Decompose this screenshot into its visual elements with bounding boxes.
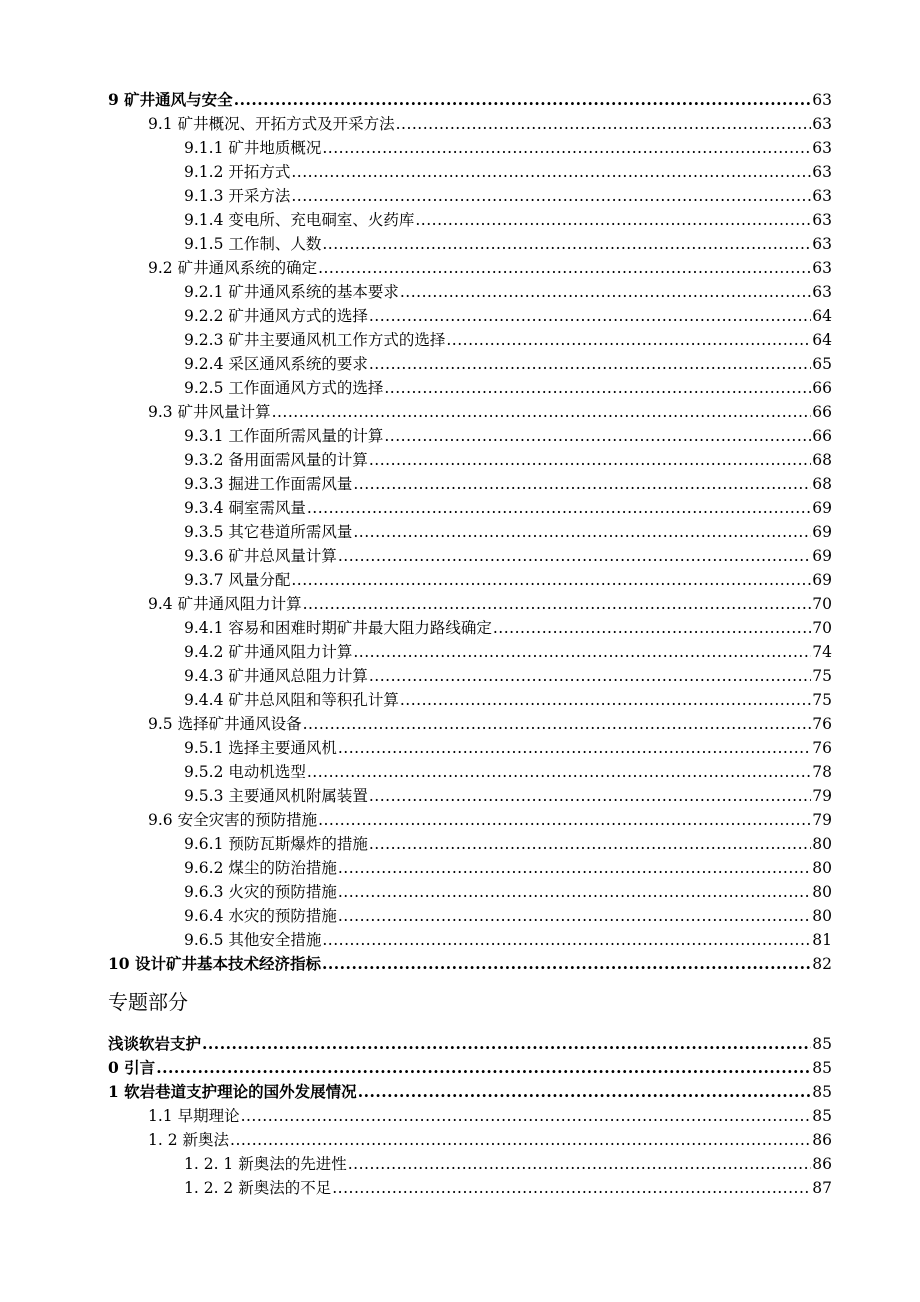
toc-entry[interactable]	[108, 1128, 832, 1152]
toc-entry-page-number: 80	[812, 907, 832, 925]
toc-entry-page-number: 69	[812, 547, 832, 565]
toc-entry[interactable]	[108, 232, 832, 256]
toc-entry-page-number: 66	[812, 379, 832, 397]
toc-entry-title: 1. 2. 1 新奥法的先进性	[184, 1155, 347, 1173]
toc-entry-title: 9.6.3 火灾的预防措施	[184, 883, 337, 901]
toc-entry-page-number: 76	[812, 739, 832, 757]
toc-entry-title: 9.3.7 风量分配	[184, 571, 291, 589]
toc-entry[interactable]	[108, 808, 832, 832]
toc-entry[interactable]	[108, 304, 832, 328]
toc-entry[interactable]	[108, 256, 832, 280]
toc-entry-title: 9.3.4 硐室需风量	[184, 499, 306, 517]
toc-entry[interactable]	[108, 952, 832, 976]
dot-leader	[338, 856, 811, 880]
toc-entry[interactable]	[108, 1056, 832, 1080]
toc-entry[interactable]	[108, 712, 832, 736]
dot-leader	[338, 904, 811, 928]
dot-leader	[241, 1104, 812, 1128]
toc-entry-title: 9.6.4 水灾的预防措施	[184, 907, 337, 925]
toc-entry-page-number: 63	[812, 259, 832, 277]
toc-entry-page-number: 70	[812, 619, 832, 637]
dot-leader	[307, 496, 811, 520]
dot-leader	[396, 112, 812, 136]
toc-entry[interactable]	[108, 880, 832, 904]
dot-leader	[369, 304, 811, 328]
toc-entry[interactable]	[108, 544, 832, 568]
toc-entry-page-number: 63	[812, 211, 832, 229]
dot-leader	[272, 400, 812, 424]
toc-entry[interactable]	[108, 928, 832, 952]
toc-entry-title: 9.4.4 矿井总风阻和等积孔计算	[184, 691, 399, 709]
toc-entry-page-number: 75	[812, 667, 832, 685]
dot-leader	[369, 832, 811, 856]
toc-entry[interactable]	[108, 664, 832, 688]
section-heading: 专题部分	[108, 990, 188, 1014]
toc-entry-page-number: 81	[812, 931, 832, 949]
dot-leader	[303, 712, 812, 736]
toc-entry-page-number: 85	[812, 1083, 832, 1101]
toc-entry-title: 1. 2 新奥法	[148, 1131, 230, 1149]
toc-entry-title: 10 设计矿井基本技术经济指标	[108, 954, 321, 973]
toc-entry-page-number: 69	[812, 571, 832, 589]
toc-entry[interactable]	[108, 760, 832, 784]
dot-leader	[291, 160, 811, 184]
dot-leader	[322, 952, 811, 976]
dot-leader	[202, 1032, 811, 1056]
dot-leader	[369, 448, 811, 472]
toc-entry-title: 9.2.1 矿井通风系统的基本要求	[184, 283, 399, 301]
dot-leader	[234, 88, 812, 112]
toc-entry-page-number: 85	[812, 1107, 832, 1125]
toc-entry-page-number: 69	[812, 523, 832, 541]
toc-entry[interactable]	[108, 832, 832, 856]
toc-entry-title: 9.4.2 矿井通风阻力计算	[184, 643, 353, 661]
toc-entry-title: 1.1 早期理论	[148, 1107, 240, 1125]
toc-entry-title: 9.3.3 掘进工作面需风量	[184, 475, 353, 493]
dot-leader	[303, 592, 812, 616]
toc-entry[interactable]	[108, 1152, 832, 1176]
toc-entry-title: 1 软岩巷道支护理论的国外发展情况	[108, 1082, 357, 1101]
table-of-contents	[108, 88, 832, 1200]
toc-entry-page-number: 82	[812, 955, 832, 973]
toc-entry[interactable]	[108, 1104, 832, 1128]
toc-entry-page-number: 65	[812, 355, 832, 373]
dot-leader	[348, 1152, 812, 1176]
toc-entry[interactable]	[108, 208, 832, 232]
toc-entry[interactable]	[108, 688, 832, 712]
toc-entry-title: 9.6.5 其他安全措施	[184, 931, 322, 949]
toc-entry-page-number: 80	[812, 859, 832, 877]
toc-entry-page-number: 75	[812, 691, 832, 709]
toc-entry-page-number: 66	[812, 427, 832, 445]
toc-entry-page-number: 68	[812, 451, 832, 469]
toc-entry[interactable]	[108, 184, 832, 208]
toc-entry-title: 9.4.3 矿井通风总阻力计算	[184, 667, 368, 685]
toc-entry-title: 9.5.2 电动机选型	[184, 763, 306, 781]
toc-entry-page-number: 80	[812, 835, 832, 853]
toc-entry[interactable]	[108, 1080, 832, 1104]
toc-entry[interactable]	[108, 568, 832, 592]
dot-leader	[384, 424, 811, 448]
dot-leader	[400, 280, 811, 304]
toc-entry-title: 9.3.5 其它巷道所需风量	[184, 523, 353, 541]
toc-entry-page-number: 68	[812, 475, 832, 493]
dot-leader	[322, 928, 811, 952]
toc-entry[interactable]	[108, 592, 832, 616]
toc-entry-title: 浅谈软岩支护	[108, 1034, 202, 1053]
toc-entry[interactable]	[108, 112, 832, 136]
dot-leader	[415, 208, 811, 232]
toc-entry[interactable]	[108, 352, 832, 376]
toc-entry-title: 9.6.1 预防瓦斯爆炸的措施	[184, 835, 368, 853]
toc-entry-title: 0 引言	[108, 1058, 156, 1077]
dot-leader	[291, 184, 811, 208]
toc-entry-page-number: 63	[812, 187, 832, 205]
toc-entry-page-number: 63	[812, 235, 832, 253]
toc-entry-title: 9.2.4 采区通风系统的要求	[184, 355, 368, 373]
toc-entry[interactable]	[108, 160, 832, 184]
toc-entry-page-number: 79	[812, 787, 832, 805]
toc-entry-page-number: 70	[812, 595, 832, 613]
toc-entry-title: 9.3.2 备用面需风量的计算	[184, 451, 368, 469]
toc-entry[interactable]	[108, 1032, 832, 1056]
dot-leader	[493, 616, 811, 640]
toc-entry-page-number: 64	[812, 307, 832, 325]
toc-entry-page-number: 63	[812, 163, 832, 181]
toc-entry-page-number: 63	[812, 283, 832, 301]
toc-entry-title: 9.4.1 容易和困难时期矿井最大阻力路线确定	[184, 619, 492, 637]
dot-leader	[307, 760, 811, 784]
dot-leader	[338, 544, 811, 568]
toc-entry-page-number: 78	[812, 763, 832, 781]
toc-entry-page-number: 80	[812, 883, 832, 901]
dot-leader	[338, 736, 811, 760]
dot-leader	[318, 256, 811, 280]
dot-leader	[322, 136, 811, 160]
toc-entry-title: 9.6 安全灾害的预防措施	[148, 811, 318, 829]
toc-entry-title: 9.3 矿井风量计算	[148, 403, 271, 421]
toc-entry[interactable]	[108, 328, 832, 352]
toc-entry-page-number: 63	[812, 91, 832, 109]
toc-entry[interactable]	[108, 856, 832, 880]
toc-entry[interactable]	[108, 640, 832, 664]
toc-entry[interactable]	[108, 280, 832, 304]
toc-entry-title: 9.1.2 开拓方式	[184, 163, 291, 181]
toc-entry[interactable]	[108, 520, 832, 544]
toc-entry-page-number: 85	[812, 1059, 832, 1077]
dot-leader	[322, 232, 811, 256]
toc-entry-title: 9.2.2 矿井通风方式的选择	[184, 307, 368, 325]
toc-entry-page-number: 85	[812, 1035, 832, 1053]
toc-entry[interactable]	[108, 88, 832, 112]
dot-leader	[353, 472, 811, 496]
dot-leader	[369, 352, 811, 376]
toc-entry[interactable]	[108, 616, 832, 640]
dot-leader	[358, 1080, 812, 1104]
toc-entry-title: 9.4 矿井通风阻力计算	[148, 595, 302, 613]
dot-leader	[291, 568, 811, 592]
toc-entry[interactable]	[108, 448, 832, 472]
toc-entry-title: 9.1 矿井概况、开拓方式及开采方法	[148, 115, 395, 133]
dot-leader	[369, 784, 811, 808]
toc-entry[interactable]	[108, 400, 832, 424]
dot-leader	[338, 880, 811, 904]
toc-entry[interactable]	[108, 736, 832, 760]
toc-entry-title: 9.2.5 工作面通风方式的选择	[184, 379, 384, 397]
toc-entry[interactable]	[108, 784, 832, 808]
toc-entry-page-number: 63	[812, 139, 832, 157]
toc-entry-page-number: 86	[812, 1155, 832, 1173]
dot-leader	[384, 376, 811, 400]
toc-entry-page-number: 74	[812, 643, 832, 661]
toc-entry-title: 9 矿井通风与安全	[108, 90, 233, 109]
dot-leader	[369, 664, 811, 688]
toc-entry[interactable]	[108, 376, 832, 400]
dot-leader	[353, 520, 811, 544]
toc-entry-page-number: 66	[812, 403, 832, 421]
toc-entry-page-number: 63	[812, 115, 832, 133]
toc-entry-title: 1. 2. 2 新奥法的不足	[184, 1179, 332, 1197]
toc-entry-title: 9.5 选择矿井通风设备	[148, 715, 302, 733]
dot-leader	[318, 808, 811, 832]
toc-entry[interactable]	[108, 496, 832, 520]
dot-leader	[400, 688, 811, 712]
dot-leader	[332, 1176, 811, 1200]
toc-entry[interactable]	[108, 424, 832, 448]
toc-entry-page-number: 87	[812, 1179, 832, 1197]
toc-entry-title: 9.3.1 工作面所需风量的计算	[184, 427, 384, 445]
toc-entry-page-number: 79	[812, 811, 832, 829]
toc-entry[interactable]	[108, 472, 832, 496]
toc-entry-title: 9.1.1 矿井地质概况	[184, 139, 322, 157]
toc-entry-title: 9.3.6 矿井总风量计算	[184, 547, 337, 565]
dot-leader	[353, 640, 811, 664]
toc-entry-page-number: 76	[812, 715, 832, 733]
toc-entry[interactable]	[108, 136, 832, 160]
dot-leader	[156, 1056, 811, 1080]
toc-entry-page-number: 69	[812, 499, 832, 517]
toc-entry-title: 9.1.4 变电所、充电硐室、火药库	[184, 211, 415, 229]
toc-entry-page-number: 64	[812, 331, 832, 349]
toc-entry-title: 9.2.3 矿井主要通风机工作方式的选择	[184, 331, 446, 349]
toc-entry-title: 9.5.3 主要通风机附属装置	[184, 787, 368, 805]
dot-leader	[446, 328, 811, 352]
dot-leader	[230, 1128, 811, 1152]
toc-entry-title: 9.1.3 开采方法	[184, 187, 291, 205]
toc-entry-title: 9.6.2 煤尘的防治措施	[184, 859, 337, 877]
toc-entry[interactable]	[108, 1176, 832, 1200]
toc-entry-title: 9.2 矿井通风系统的确定	[148, 259, 318, 277]
toc-entry-title: 9.1.5 工作制、人数	[184, 235, 322, 253]
toc-entry[interactable]	[108, 904, 832, 928]
toc-entry-title: 9.5.1 选择主要通风机	[184, 739, 337, 757]
toc-entry-page-number: 86	[812, 1131, 832, 1149]
